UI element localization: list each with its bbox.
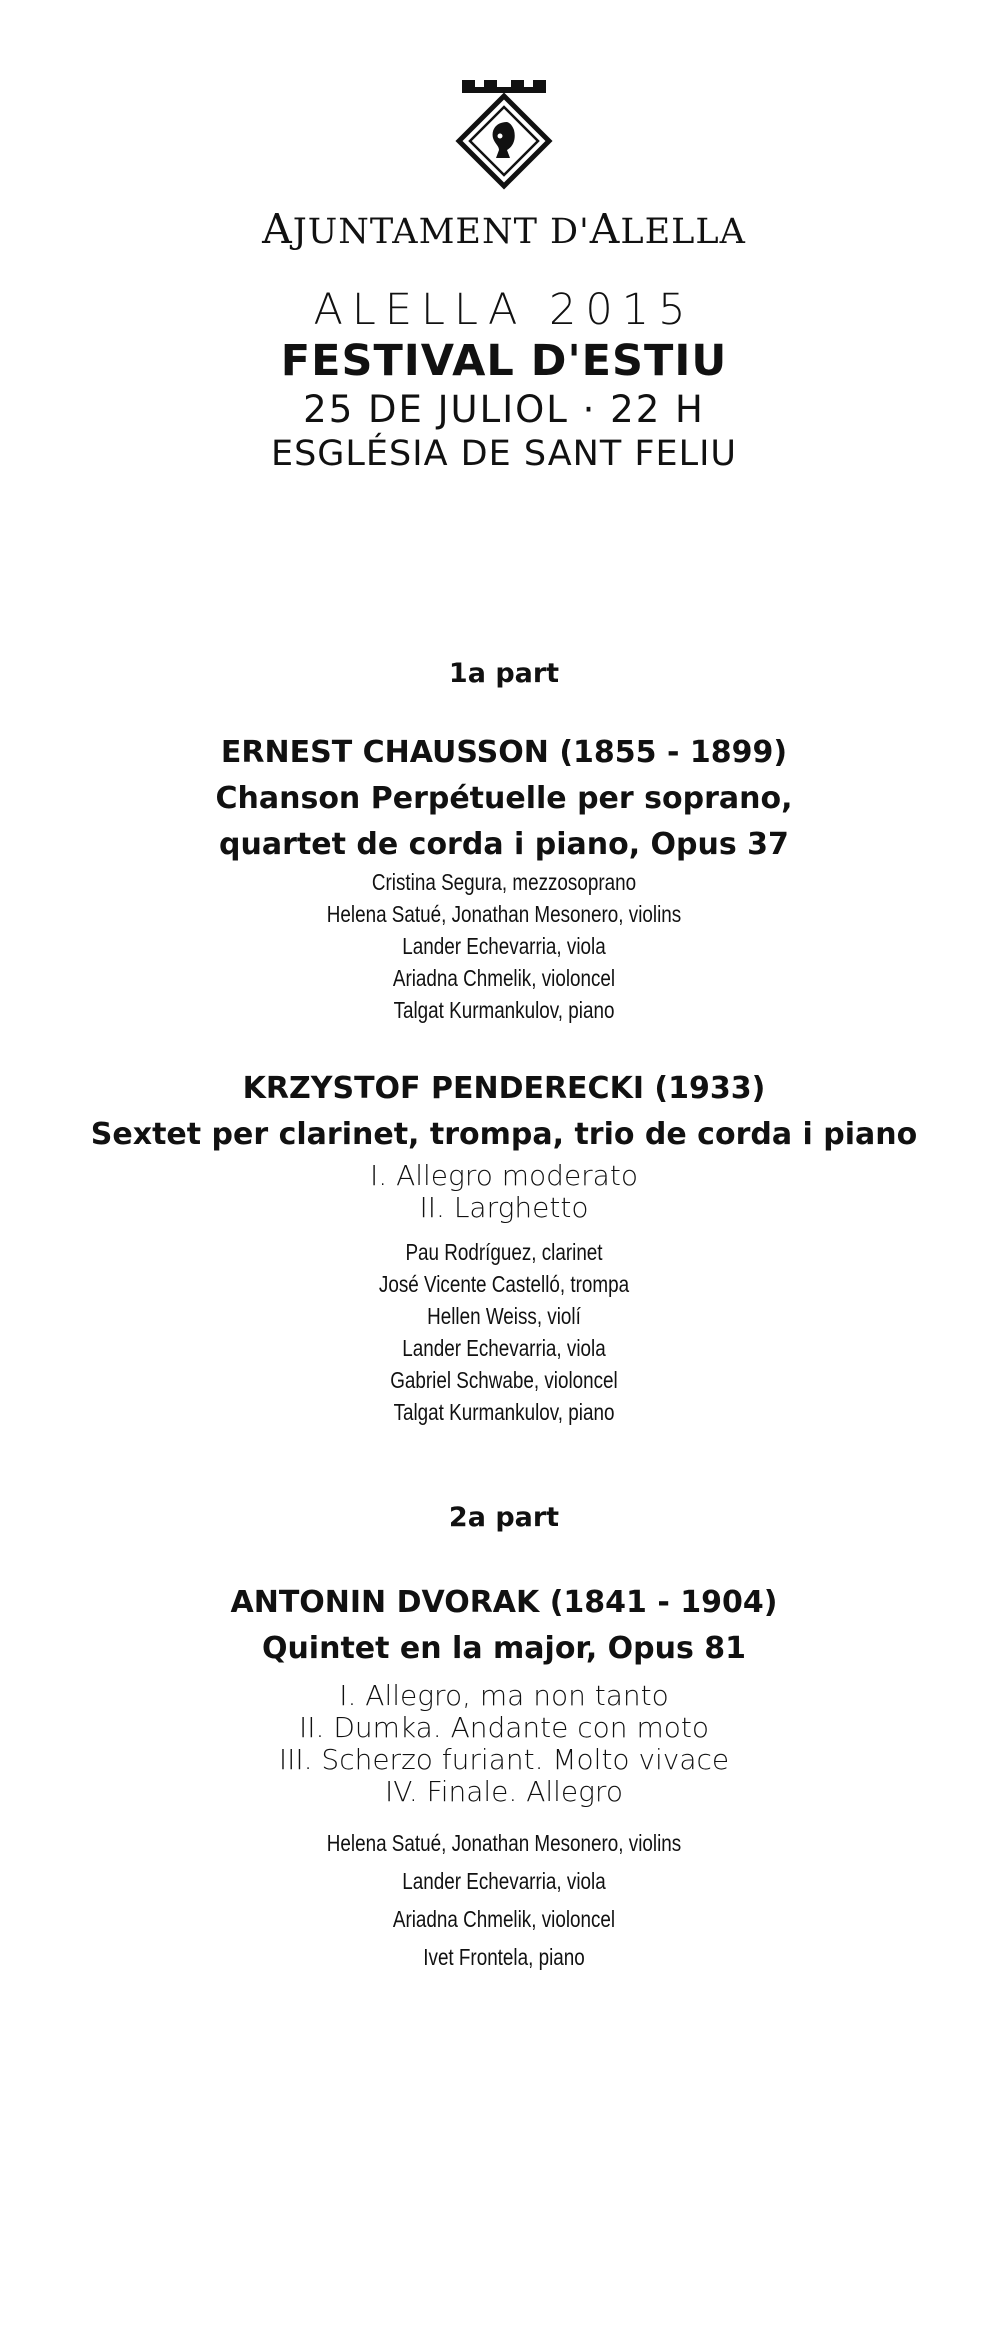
performer: José Vicente Castelló, trompa	[378, 1271, 630, 1297]
performer: Talgat Kurmankulov, piano	[393, 997, 615, 1023]
performer: Ivet Frontela, piano	[423, 1944, 585, 1970]
work-title-line: Chanson Perpétuelle per soprano,	[215, 781, 793, 816]
work-3-movements	[0, 1680, 1008, 1808]
movement: I. Allegro moderato	[370, 1159, 638, 1192]
performer: Helena Satué, Jonathan Mesonero, violins	[326, 1830, 682, 1856]
performer: Lander Echevarria, viola	[402, 1335, 606, 1361]
work-1-performers	[91, 866, 918, 1026]
part-2-label: 2a part	[448, 1502, 560, 1533]
performer: Lander Echevarria, viola	[402, 1868, 606, 1894]
work-2-performers	[91, 1236, 918, 1428]
performer: Helena Satué, Jonathan Mesonero, violins	[326, 901, 682, 927]
work-2-header	[0, 1066, 1008, 1158]
movement: II. Dumka. Andante con moto	[299, 1711, 709, 1744]
work-title-line: quartet de corda i piano, Opus 37	[219, 827, 789, 862]
performer: Pau Rodríguez, clarinet	[405, 1239, 603, 1265]
part-1-label: 1a part	[448, 658, 560, 689]
event-datetime: 25 DE JULIOL · 22 H	[303, 388, 705, 431]
performer: Lander Echevarria, viola	[402, 933, 606, 959]
performer: Ariadna Chmelik, violoncel	[392, 965, 616, 991]
festival-title: FESTIVAL D'ESTIU	[280, 336, 728, 386]
composer-name: ANTONIN DVORAK (1841 - 1904)	[230, 1585, 778, 1620]
work-3-header	[0, 1580, 1008, 1672]
work-title-line: Sextet per clarinet, trompa, trio de corda i piano	[90, 1117, 918, 1152]
event-venue: ESGLÉSIA DE SANT FELIU	[270, 434, 738, 474]
work-2-movements	[0, 1160, 1008, 1224]
work-1-header	[0, 730, 1008, 868]
performer: Talgat Kurmankulov, piano	[393, 1399, 615, 1425]
movement: I. Allegro, ma non tanto	[339, 1679, 669, 1712]
festival-edition: ALELLA 2015	[313, 285, 695, 335]
work-3-performers	[91, 1824, 918, 1976]
movement: III. Scherzo furiant. Molto vivace	[278, 1743, 730, 1776]
composer-name: KRZYSTOF PENDERECKI (1933)	[242, 1071, 766, 1106]
movement: II. Larghetto	[419, 1191, 589, 1224]
work-title-line: Quintet en la major, Opus 81	[261, 1631, 747, 1666]
ajuntament-coat-of-arms-icon	[444, 78, 564, 198]
composer-name: ERNEST CHAUSSON (1855 - 1899)	[220, 735, 788, 770]
performer: Hellen Weiss, violí	[427, 1303, 581, 1329]
performer: Ariadna Chmelik, violoncel	[392, 1906, 616, 1932]
performer: Gabriel Schwabe, violoncel	[390, 1367, 618, 1393]
movement: IV. Finale. Allegro	[385, 1775, 623, 1808]
performer: Cristina Segura, mezzosoprano	[371, 869, 637, 895]
organization-name: AJUNTAMENT D'ALELLA	[262, 205, 746, 253]
